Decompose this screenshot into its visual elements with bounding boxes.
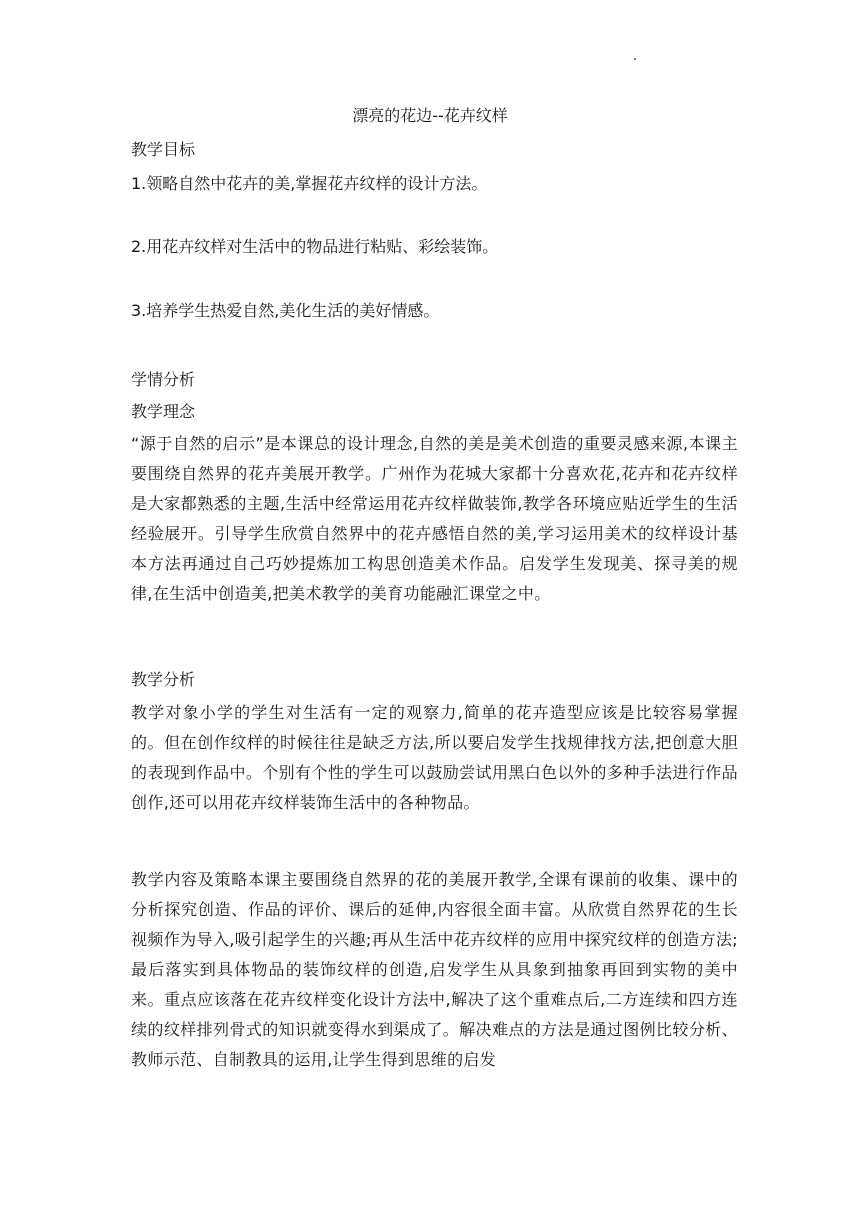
objective-item-2: 2.用花卉纹样对生活中的物品进行粘贴、彩绘装饰。 (131, 237, 499, 256)
objectives-heading: 教学目标 (131, 140, 196, 159)
content-strategy-paragraph: 教学内容及策略本课主要围绕自然界的花的美展开教学,全课有课前的收集、课中的分析探究创造、作品的评价、课后的延伸,内容很全面丰富。从欣赏自然界花的生长视频作为导入,吸引起学生的兴趣;再从生活中花卉纹样的应用中探究纹样的创造方法;最后落实到具体物品的装饰纹样的创造,启发学生从具象到抽象再回到实物的美中来。重点应该落在花卉纹样变化设计方法中,解决了这个重难点后,二方连续和四方连续的纹样排列骨式的知识就变得水到渠成了。解决难点的方法是通过图例比较分析、教师示范、自制教具的运用,让学生得到思维的启发 (131, 870, 738, 1069)
teaching-philosophy-heading: 教学理念 (131, 402, 196, 421)
teaching-philosophy-paragraph: “源于自然的启示”是本课总的设计理念,自然的美是美术创造的重要灵感来源,本课主要围绕自然界的花卉美展开教学。广州作为花城大家都十分喜欢花,花卉和花卉纹样是大家都熟悉的主题,生活中经常运用花卉纹样做装饰,教学各环境应贴近学生的生活经验展开。引导学生欣赏自然界中的花卉感悟自然的美,学习运用美术的纹样设计基本方法再通过自己巧妙提炼加工构思创造美术作品。启发学生发现美、探寻美的规律,在生活中创造美,把美术教学的美育功能融汇课堂之中。 (131, 434, 738, 603)
teaching-analysis-paragraph: 教学对象小学的学生对生活有一定的观察力,简单的花卉造型应该是比较容易掌握的。但在创作纹样的时候往往是缺乏方法,所以要启发学生找规律找方法,把创意大胆的表现到作品中。个别有个性的学生可以鼓励尝试用黑白色以外的多种手法进行作品创作,还可以用花卉纹样装饰生活中的各种物品。 (131, 703, 738, 812)
learner-analysis-heading: 学情分析 (131, 370, 196, 389)
teaching-analysis-heading: 教学分析 (131, 670, 196, 689)
document-title: 漂亮的花边--花卉纹样 (352, 106, 508, 125)
objective-item-3: 3.培养学生热爱自然,美化生活的美好情感。 (131, 301, 440, 320)
stray-dot (634, 58, 636, 60)
objective-item-1: 1.领略自然中花卉的美,掌握花卉纹样的设计方法。 (131, 174, 488, 193)
